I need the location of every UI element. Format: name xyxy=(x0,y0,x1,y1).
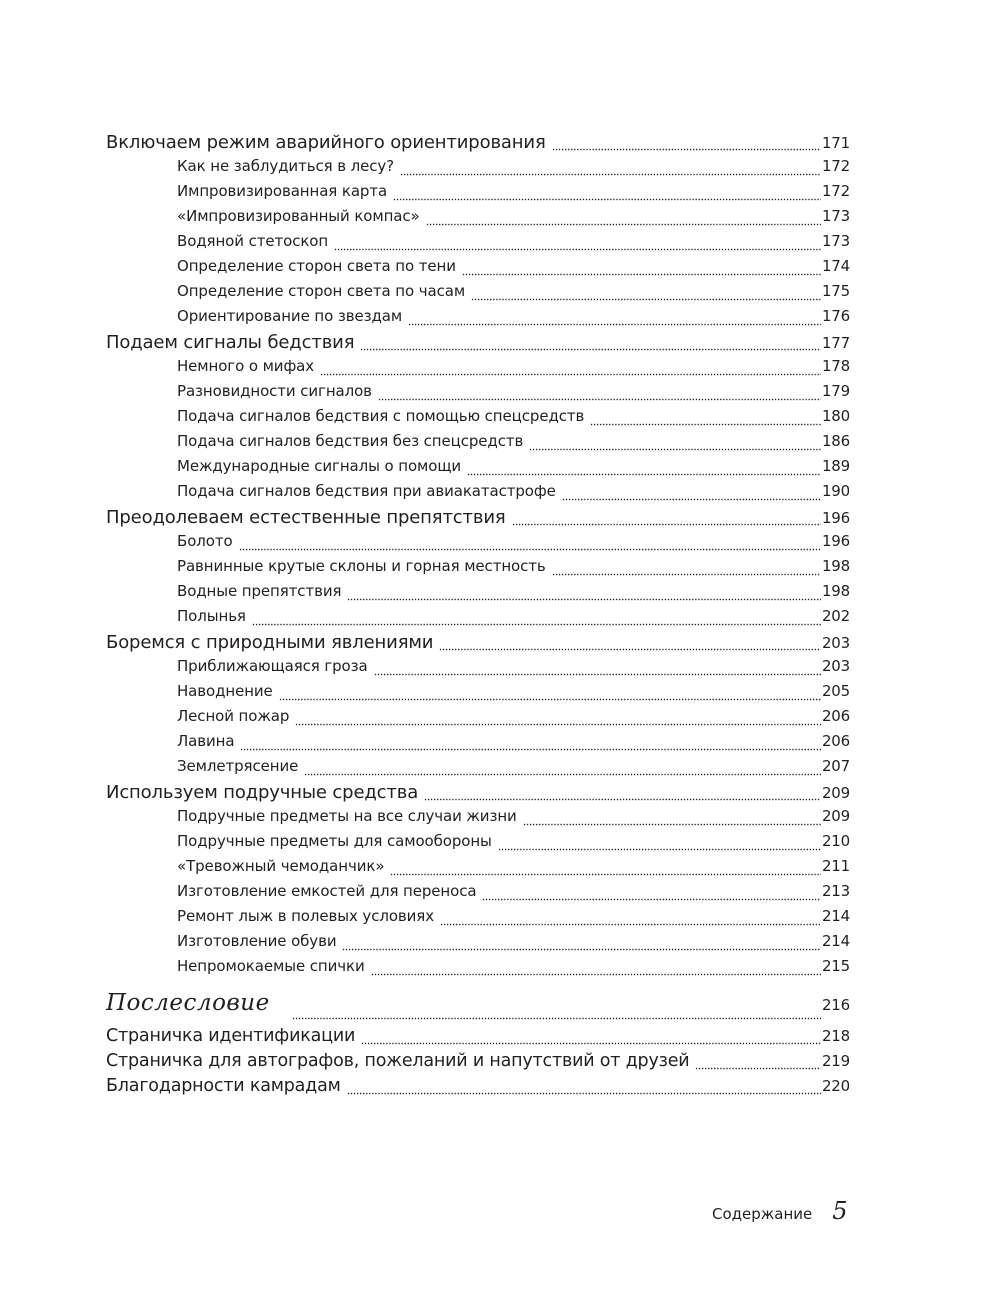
toc-subentry[interactable] xyxy=(106,357,850,382)
dot-leader xyxy=(393,187,821,201)
toc-subentry[interactable] xyxy=(106,932,850,957)
toc-entry-page: 209 xyxy=(821,784,850,802)
toc-subentry[interactable] xyxy=(106,607,850,632)
toc-entry-title: Подручные предметы на все случаи жизни xyxy=(177,807,517,825)
toc-entry-title: Импровизированная карта xyxy=(177,182,388,200)
dot-leader xyxy=(295,712,821,726)
toc-afterword-entry[interactable] xyxy=(106,990,850,1026)
toc-entry-page: 196 xyxy=(821,532,850,550)
toc-entry-page: 171 xyxy=(821,134,850,152)
dot-leader xyxy=(552,137,821,151)
toc-entry-page: 173 xyxy=(821,232,850,250)
toc-subentry[interactable] xyxy=(106,807,850,832)
toc-entry-title: Землетрясение xyxy=(177,757,299,775)
dot-leader xyxy=(400,162,821,176)
toc-entry-page: 175 xyxy=(821,282,850,300)
dot-leader xyxy=(371,962,821,976)
toc-back-matter-entry[interactable] xyxy=(106,1026,850,1051)
toc-entry-title: Подаем сигналы бедствия xyxy=(106,332,355,353)
dot-leader xyxy=(426,212,821,226)
toc-entry-title: Подручные предметы для самообороны xyxy=(177,832,492,850)
toc-entry-page: 206 xyxy=(821,732,850,750)
toc-entry-page: 198 xyxy=(821,557,850,575)
toc-entry-page: 219 xyxy=(821,1052,850,1070)
dot-leader xyxy=(378,387,821,401)
toc-section-entry[interactable] xyxy=(106,132,850,157)
toc-entry-title: Как не заблудиться в лесу? xyxy=(177,157,395,175)
toc-entry-page: 196 xyxy=(821,509,850,527)
dot-leader xyxy=(292,1006,821,1020)
toc-entry-page: 176 xyxy=(821,307,850,325)
dot-leader xyxy=(390,862,821,876)
toc-entry-title: Разновидности сигналов xyxy=(177,382,372,400)
toc-subentry[interactable] xyxy=(106,232,850,257)
dot-leader xyxy=(695,1056,821,1070)
toc-entry-title: Лавина xyxy=(177,732,235,750)
toc-entry-title: Изготовление емкостей для переноса xyxy=(177,882,477,900)
toc-subentry[interactable] xyxy=(106,257,850,282)
toc-section-entry[interactable] xyxy=(106,507,850,532)
toc-entry-page: 220 xyxy=(821,1077,850,1095)
dot-leader xyxy=(498,837,821,851)
dot-leader xyxy=(342,937,820,951)
toc-entry-title: Подача сигналов бедствия без спецсредств xyxy=(177,432,524,450)
toc-entry-title: «Тревожный чемоданчик» xyxy=(177,857,385,875)
toc-entry-title: Определение сторон света по тени xyxy=(177,257,456,275)
toc-entry-title: Немного о мифах xyxy=(177,357,315,375)
dot-leader xyxy=(320,362,821,376)
toc-subentry[interactable] xyxy=(106,682,850,707)
dot-leader xyxy=(440,912,821,926)
toc-entry-page: 172 xyxy=(821,182,850,200)
toc-subentry[interactable] xyxy=(106,732,850,757)
toc-entry-page: 173 xyxy=(821,207,850,225)
toc-entry-title: Международные сигналы о помощи xyxy=(177,457,462,475)
toc-entry-title: Подача сигналов бедствия при авиакатастрофе xyxy=(177,482,556,500)
toc-subentry[interactable] xyxy=(106,207,850,232)
dot-leader xyxy=(334,237,821,251)
dot-leader xyxy=(529,437,821,451)
toc-entry-page: 206 xyxy=(821,707,850,725)
toc-subentry[interactable] xyxy=(106,282,850,307)
toc-entry-title: Преодолеваем естественные препятствия xyxy=(106,507,506,528)
toc-entry-page: 189 xyxy=(821,457,850,475)
dot-leader xyxy=(304,762,821,776)
toc-entry-title: Полынья xyxy=(177,607,246,625)
toc-subentry[interactable] xyxy=(106,857,850,882)
dot-leader xyxy=(471,287,821,301)
dot-leader xyxy=(239,537,821,551)
toc-entry-title: Равнинные крутые склоны и горная местность xyxy=(177,557,546,575)
toc-entry-page: 190 xyxy=(821,482,850,500)
toc-entry-title: «Импровизированный компас» xyxy=(177,207,420,225)
toc-entry-title: Болото xyxy=(177,532,233,550)
dot-leader xyxy=(439,637,821,651)
toc-entry-page: 203 xyxy=(821,657,850,675)
toc-entry-page: 174 xyxy=(821,257,850,275)
toc-section-entry[interactable] xyxy=(106,782,850,807)
dot-leader xyxy=(523,812,821,826)
toc-entry-page: 211 xyxy=(821,857,850,875)
toc-entry-page: 210 xyxy=(821,832,850,850)
toc-entry-page: 215 xyxy=(821,957,850,975)
toc-entry-title: Послесловие xyxy=(106,990,270,1016)
toc-entry-title: Подача сигналов бедствия с помощью спецсредств xyxy=(177,407,585,425)
toc-entry-title: Приближающаяся гроза xyxy=(177,657,368,675)
dot-leader xyxy=(590,412,821,426)
toc-subentry[interactable] xyxy=(106,957,850,982)
toc-subentry[interactable] xyxy=(106,457,850,482)
toc-entry-page: 214 xyxy=(821,932,850,950)
dot-leader xyxy=(240,737,821,751)
toc-entry-page: 180 xyxy=(821,407,850,425)
toc-entry-page: 178 xyxy=(821,357,850,375)
toc-entry-title: Лесной пожар xyxy=(177,707,290,725)
toc-subentry[interactable] xyxy=(106,907,850,932)
toc-subentry[interactable] xyxy=(106,882,850,907)
toc-back-matter-entry[interactable] xyxy=(106,1076,850,1101)
toc-entry-title: Определение сторон света по часам xyxy=(177,282,466,300)
toc-entry-page: 213 xyxy=(821,882,850,900)
toc-subentry[interactable] xyxy=(106,182,850,207)
dot-leader xyxy=(552,562,821,576)
toc-entry-page: 202 xyxy=(821,607,850,625)
dot-leader xyxy=(252,612,821,626)
toc-entry-page: 179 xyxy=(821,382,850,400)
toc-entry-page: 177 xyxy=(821,334,850,352)
toc-entry-title: Водные препятствия xyxy=(177,582,342,600)
toc-entry-title: Включаем режим аварийного ориентирования xyxy=(106,132,546,153)
toc-subentry[interactable] xyxy=(106,557,850,582)
toc-subentry[interactable] xyxy=(106,532,850,557)
dot-leader xyxy=(424,787,821,801)
toc-entry-page: 205 xyxy=(821,682,850,700)
toc-entry-title: Благодарности камрадам xyxy=(106,1076,341,1096)
toc-section-entry[interactable] xyxy=(106,632,850,657)
dot-leader xyxy=(361,1031,821,1045)
toc-subentry[interactable] xyxy=(106,482,850,507)
toc-section-entry[interactable] xyxy=(106,332,850,357)
toc-subentry[interactable] xyxy=(106,307,850,332)
toc-entry-title: Изготовление обуви xyxy=(177,932,337,950)
toc-entry-page: 203 xyxy=(821,634,850,652)
toc-entry-page: 207 xyxy=(821,757,850,775)
toc-entry-page: 186 xyxy=(821,432,850,450)
toc-entry-title: Боремся с природными явлениями xyxy=(106,632,434,653)
dot-leader xyxy=(408,312,821,326)
toc-entry-title: Страничка идентификации xyxy=(106,1026,356,1046)
page-number: 5 xyxy=(832,1197,848,1225)
toc-entry-page: 218 xyxy=(821,1027,850,1045)
toc-entry-title: Непромокаемые спички xyxy=(177,957,365,975)
toc-entry-title: Страничка для автографов, пожеланий и напутствий от друзей xyxy=(106,1051,690,1071)
dot-leader xyxy=(467,462,821,476)
toc-subentry[interactable] xyxy=(106,657,850,682)
dot-leader xyxy=(374,662,821,676)
toc-back-matter-entry[interactable] xyxy=(106,1051,850,1076)
dot-leader xyxy=(482,887,821,901)
dot-leader xyxy=(360,337,821,351)
toc-entry-title: Водяной стетоскоп xyxy=(177,232,329,250)
toc-subentry[interactable] xyxy=(106,757,850,782)
toc-entry-title: Используем подручные средства xyxy=(106,782,419,803)
page-footer xyxy=(712,1197,848,1225)
dot-leader xyxy=(279,687,821,701)
toc-subentry[interactable] xyxy=(106,382,850,407)
toc-subentry[interactable] xyxy=(106,832,850,857)
dot-leader xyxy=(512,512,821,526)
toc-entry-page: 209 xyxy=(821,807,850,825)
toc-subentry[interactable] xyxy=(106,407,850,432)
toc-entry-page: 214 xyxy=(821,907,850,925)
toc-entry-page: 198 xyxy=(821,582,850,600)
toc-subentry[interactable] xyxy=(106,707,850,732)
running-head: Содержание xyxy=(712,1205,813,1223)
dot-leader xyxy=(347,587,821,601)
toc-subentry[interactable] xyxy=(106,157,850,182)
toc-subentry[interactable] xyxy=(106,582,850,607)
toc-entry-page: 172 xyxy=(821,157,850,175)
dot-leader xyxy=(462,262,821,276)
table-of-contents xyxy=(106,132,850,1101)
toc-entry-page: 216 xyxy=(821,996,850,1014)
toc-entry-title: Наводнение xyxy=(177,682,273,700)
dot-leader xyxy=(347,1081,821,1095)
toc-subentry[interactable] xyxy=(106,432,850,457)
toc-entry-title: Ориентирование по звездам xyxy=(177,307,403,325)
dot-leader xyxy=(562,487,821,501)
toc-entry-title: Ремонт лыж в полевых условиях xyxy=(177,907,435,925)
